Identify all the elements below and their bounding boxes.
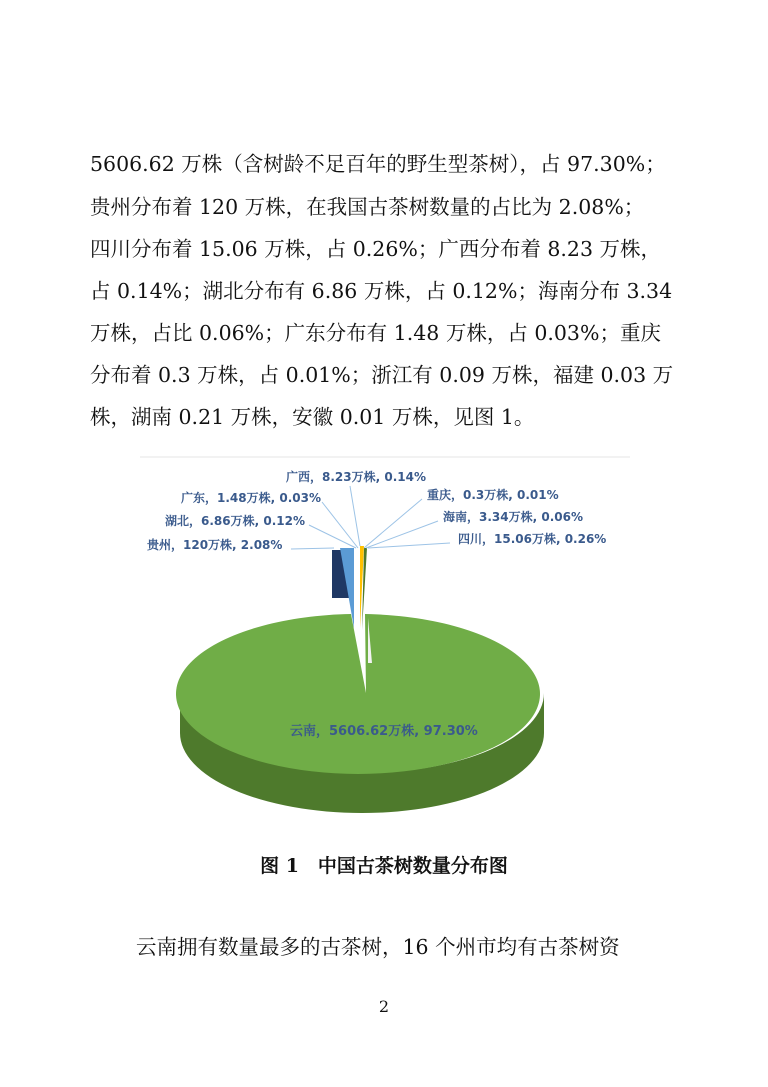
text-line: 分布着 0.3 万株，占 0.01%；浙江有 0.09 万株，福建 0.03 万 (90, 363, 674, 387)
slice-label: 广东，1.48万株, 0.03% (181, 491, 321, 505)
slice-label: 贵州，120万株, 2.08% (147, 538, 283, 552)
leader-line (364, 499, 422, 548)
pie-chart-svg (110, 448, 670, 838)
slice-label: 海南，3.34万株, 0.06% (443, 510, 583, 524)
text-line: 株，湖南 0.21 万株，安徽 0.01 万株，见图 1。 (90, 405, 535, 429)
slice-label: 云南，5606.62万株, 97.30% (290, 724, 478, 739)
leader-line (350, 486, 360, 546)
slice-label: 湖北，6.86万株, 0.12% (165, 514, 305, 528)
slice-label: 四川，15.06万株, 0.26% (458, 532, 607, 546)
pie-chart (110, 448, 670, 838)
text-line: 四川分布着 15.06 万株，占 0.26%；广西分布着 8.23 万株， (90, 237, 662, 261)
text-line: 5606.62 万株（含树龄不足百年的野生型茶树），占 97.30%； (90, 152, 666, 176)
leader-line (291, 548, 334, 549)
text-line: 贵州分布着 120 万株，在我国古茶树数量的占比为 2.08%； (90, 195, 645, 219)
slice-label: 重庆，0.3万株, 0.01% (427, 488, 559, 502)
leader-line (322, 502, 358, 548)
figure-caption: 图 1 中国古茶树数量分布图 (260, 855, 508, 877)
slice-label: 广西，8.23万株, 0.14% (286, 470, 426, 484)
text-line: 占 0.14%；湖北分布有 6.86 万株，占 0.12%；海南分布 3.34 (90, 279, 673, 303)
leader-line (368, 543, 450, 548)
pie-slice-yunnan (176, 614, 540, 774)
text-line: 万株，占比 0.06%；广东分布有 1.48 万株，占 0.03%；重庆 (90, 321, 661, 345)
paragraph-2: 云南拥有数量最多的古茶树，16 个州市均有古茶树资 (136, 935, 620, 959)
page-number: 2 (378, 997, 390, 1016)
